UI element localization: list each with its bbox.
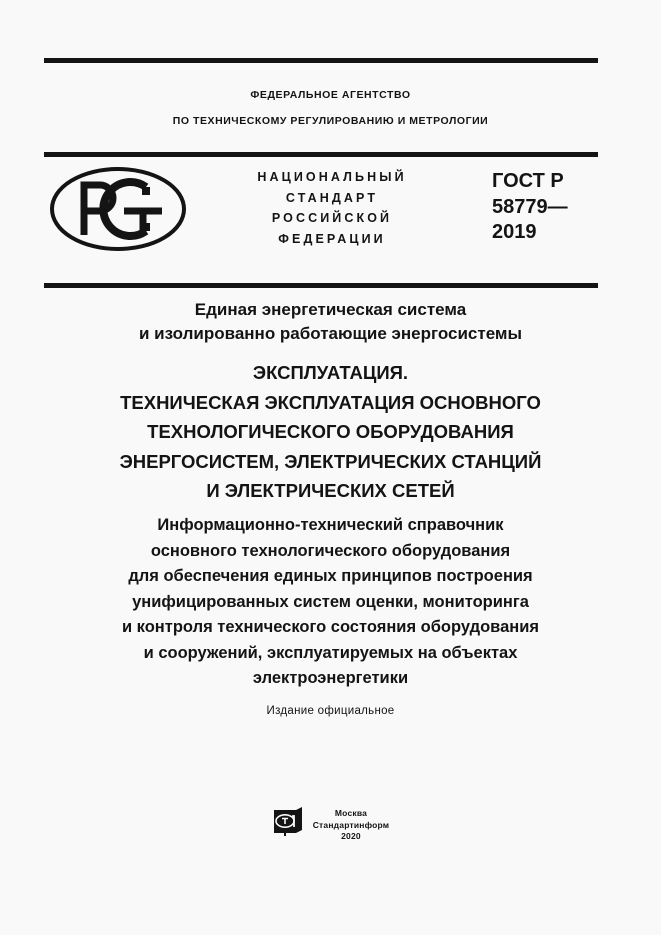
main-title: [0, 358, 661, 506]
national-standard-heading: [212, 167, 452, 249]
description-line7: электроэнергетики: [252, 669, 409, 687]
standard-number: [492, 169, 652, 246]
subject-line1: Единая энергетическая система: [194, 300, 467, 319]
main-title-line3: ТЕХНОЛОГИЧЕСКОГО ОБОРУДОВАНИЯ: [147, 421, 514, 442]
standard-number-line1: ГОСТ Р: [492, 170, 564, 192]
main-title-line2: ТЕХНИЧЕСКАЯ ЭКСПЛУАТАЦИЯ ОСНОВНОГО: [120, 391, 541, 413]
publisher-block: [0, 806, 661, 843]
description-line1: Информационно-технический справочник: [157, 516, 504, 534]
divider-top: [44, 58, 598, 63]
agency-name-line1: ФЕДЕРАЛЬНОЕ АГЕНТСТВО: [250, 89, 411, 101]
subject-line2: и изолированно работающие энергосистемы: [138, 324, 523, 343]
main-title-line5: И ЭЛЕКТРИЧЕСКИХ СЕТЕЙ: [206, 480, 455, 501]
description-line3: для обеспечения единых принципов построения: [128, 567, 533, 585]
publisher-year: 2020: [341, 831, 361, 841]
description-line5: и контроля технического состояния оборудования: [121, 618, 540, 636]
national-standard-line4: ФЕДЕРАЦИИ: [278, 231, 386, 246]
divider-middle: [44, 152, 598, 157]
agency-name-line2: ПО ТЕХНИЧЕСКОМУ РЕГУЛИРОВАНИЮ И МЕТРОЛОГИИ: [172, 115, 489, 127]
rst-certification-mark-icon: [48, 165, 188, 253]
subject-heading: [0, 298, 661, 346]
divider-bottom: [44, 283, 598, 288]
official-edition-note: Издание официальное: [266, 705, 395, 717]
publisher-city: Москва: [334, 808, 368, 818]
publisher-imprint: [313, 806, 390, 843]
national-standard-line3: РОССИЙСКОЙ: [271, 211, 393, 225]
main-title-line4: ЭНЕРГОСИСТЕМ, ЭЛЕКТРИЧЕСКИХ СТАНЦИЙ: [119, 450, 542, 472]
national-standard-line2: СТАНДАРТ: [285, 190, 379, 205]
main-title-line1: ЭКСПЛУАТАЦИЯ.: [252, 362, 409, 383]
description-line6: и сооружений, эксплуатируемых на объектах: [143, 643, 518, 662]
standard-identification-band: [44, 163, 598, 273]
standard-number-line2: 58779—: [492, 195, 568, 218]
standard-number-line3: 2019: [492, 221, 537, 243]
standartinform-logo-icon: [272, 806, 304, 838]
description-line4: унифицированных систем оценки, мониторинга: [132, 592, 529, 611]
description-block: [0, 513, 661, 692]
description-line2: основного технологического оборудования: [150, 541, 511, 560]
national-standard-line1: НАЦИОНАЛЬНЫЙ: [257, 170, 407, 184]
publisher-name: Стандартинформ: [312, 819, 390, 830]
